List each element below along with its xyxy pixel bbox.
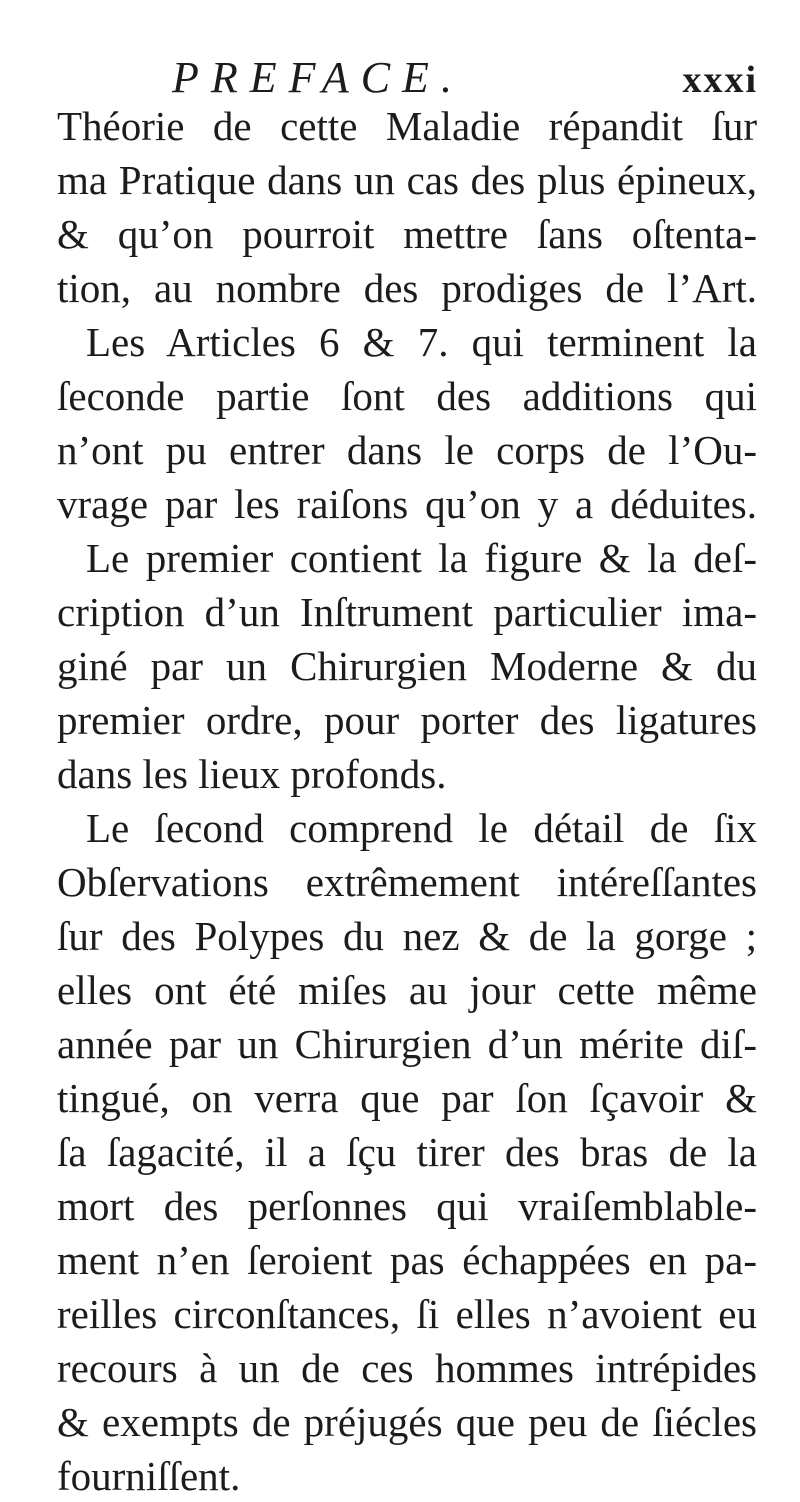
text-line: mort des perſonnes qui vraiſemblable- — [57, 1183, 757, 1229]
text-line: tion, au nombre des prodiges de l’Art. — [57, 265, 757, 311]
running-head — [0, 50, 800, 106]
text-line: Obſervations extrêmement intéreſſantes — [57, 859, 757, 905]
text-line: ment n’en ſeroient pas échappées en pa- — [57, 1237, 757, 1283]
text-line: vrage par les raiſons qu’on y a déduites. — [57, 481, 757, 527]
text-line: cription d’un Inſtrument particulier ima- — [57, 589, 757, 635]
text-line: Le premier contient la figure & la deſ- — [86, 535, 757, 581]
text-line: ſa ſagacité, il a ſçu tirer des bras de la — [57, 1129, 757, 1175]
page-number: xxxi — [682, 59, 758, 101]
text-line: Les Articles 6 & 7. qui terminent la — [86, 319, 757, 365]
text-line: ſeconde partie ſont des additions qui — [57, 373, 757, 419]
text-line: tingué, on verra que par ſon ſçavoir & — [57, 1075, 757, 1121]
text-line: année par un Chirurgien d’un mérite diſ- — [57, 1021, 757, 1067]
text-line: reilles circonſtances, ſi elles n’avoient eu — [57, 1291, 757, 1337]
text-line: Le ſecond comprend le détail de ſix — [86, 805, 757, 851]
text-line: elles ont été miſes au jour cette même — [57, 967, 757, 1013]
text-line: n’ont pu entrer dans le corps de l’Ou- — [57, 427, 757, 473]
text-line: fourniſſent. — [57, 1453, 241, 1499]
text-line: dans les lieux profonds. — [57, 751, 447, 797]
text-line: giné par un Chirurgien Moderne & du — [57, 643, 757, 689]
text-line: ma Pratique dans un cas des plus épineux, — [57, 157, 757, 203]
text-line: ſur des Polypes du nez & de la gorge ; — [57, 913, 757, 959]
running-title: PREFACE. — [172, 53, 464, 102]
text-line: & qu’on pourroit mettre ſans oſtenta- — [57, 211, 757, 257]
text-line: recours à un de ces hommes intrépides — [57, 1345, 757, 1391]
text-line: premier ordre, pour porter des ligatures — [57, 697, 757, 743]
text-line: Théorie de cette Maladie répandit ſur — [57, 103, 757, 149]
text-line: & exempts de préjugés que peu de ſiécles — [57, 1399, 757, 1445]
